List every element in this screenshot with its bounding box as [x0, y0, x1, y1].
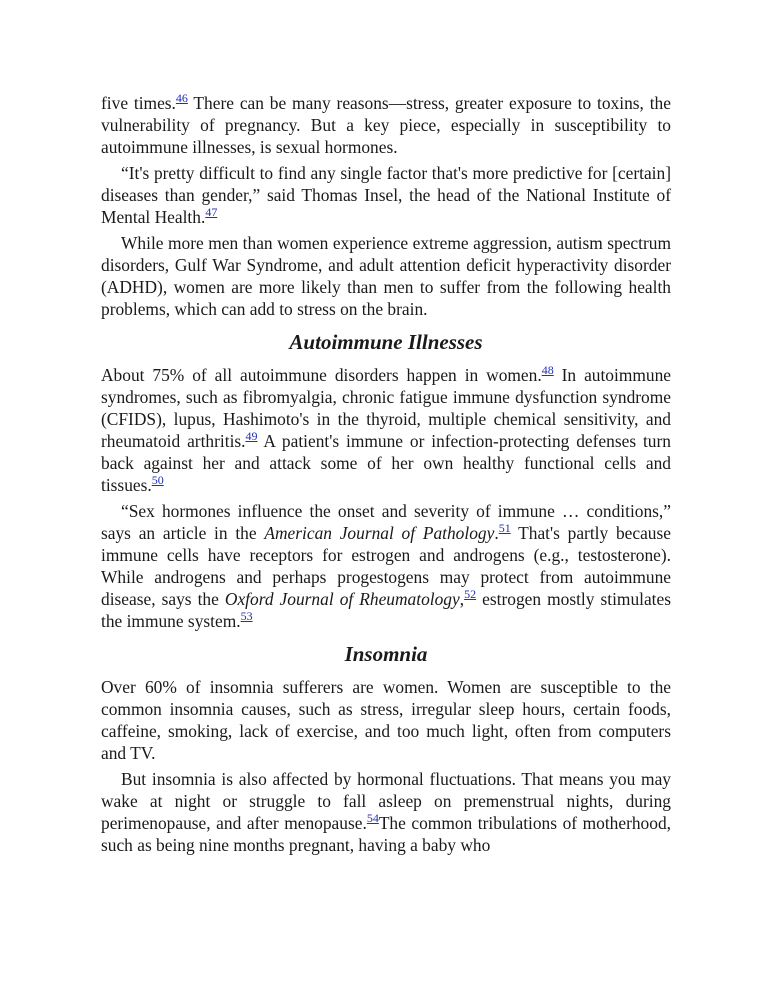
footnote-link-54[interactable]: 54 — [366, 811, 379, 825]
paragraph-insomnia-causes — [101, 676, 671, 764]
footnote-51 — [499, 521, 511, 535]
body-text — [101, 92, 671, 860]
text-span: There can be many reasons—stress, greater exposure to toxins, the vulnerability of pregnancy. But a key piece, especially in susceptibility to autoimmune illnesses, is sexual hormones. — [101, 93, 671, 157]
text-span: “Sex hormones influence the onset and severity of immune … conditions,” says an article in the — [101, 501, 671, 543]
footnote-48 — [542, 363, 554, 377]
paragraph-autoimmune — [101, 364, 671, 496]
paragraph-health-problems — [101, 232, 671, 320]
footnote-52 — [464, 587, 476, 601]
journal-title-rheumatology: Oxford Journal of Rheumatology — [224, 589, 460, 609]
footnote-50 — [152, 473, 164, 487]
text-span: . — [494, 523, 499, 543]
footnote-link-51[interactable]: 51 — [498, 521, 511, 535]
footnote-link-49[interactable]: 49 — [245, 429, 258, 443]
footnote-link-47[interactable]: 47 — [205, 205, 218, 219]
footnote-46 — [176, 91, 188, 105]
text-span: five times. — [101, 93, 176, 113]
paragraph-insel-quote — [101, 162, 671, 228]
footnote-link-53[interactable]: 53 — [240, 609, 253, 623]
text-span: , — [459, 589, 465, 609]
footnote-54 — [367, 811, 379, 825]
footnote-link-52[interactable]: 52 — [464, 587, 477, 601]
heading-autoimmune-illnesses: Autoimmune Illnesses — [289, 330, 483, 354]
footnote-link-48[interactable]: 48 — [541, 363, 554, 377]
text-span: In autoimmune syndromes, such as fibromyalgia, chronic fatigue immune dysfunction syndrome (CFIDS), lupus, Hashimoto's in the thyroid, multiple chemical sensitivity, and rheumatoid arthritis. — [101, 365, 671, 451]
heading-insomnia: Insomnia — [344, 642, 428, 666]
text-span: Over 60% of insomnia sufferers are women. Women are susceptible to the common insomnia causes, such as stress, irregular sleep hours, certain foods, caffeine, smoking, lack of exercise, and too much light, often from computers and TV. — [101, 677, 671, 763]
text-span: That's partly because immune cells have receptors for estrogen and androgens (e.g., testosterone). While androgens and perhaps progestogens may protect from autoimmune disease, says the — [101, 523, 671, 609]
paragraph-five-times — [101, 92, 671, 158]
paragraph-sex-hormones — [101, 500, 671, 632]
paragraph-hormonal-fluctuations — [101, 768, 671, 856]
text-span: While more men than women experience extreme aggression, autism spectrum disorders, Gulf War Syndrome, and adult attention deficit hyperactivity disorder (ADHD), women are more likely than men to suffer from the following health problems, which can add to stress on the brain. — [101, 233, 671, 319]
text-span: But insomnia is also affected by hormonal fluctuations. That means you may wake at night or struggle to fall asleep on premenstrual nights, during perimenopause, and after menopause. — [101, 769, 671, 833]
text-span: The common tribulations of motherhood, such as being nine months pregnant, having a baby who — [101, 813, 671, 855]
footnote-link-50[interactable]: 50 — [151, 473, 164, 487]
text-span: About 75% of all autoimmune disorders happen in women. — [101, 365, 542, 385]
text-span: estrogen mostly stimulates the immune system. — [101, 589, 672, 631]
footnote-53 — [241, 609, 253, 623]
text-span: “It's pretty difficult to find any single factor that's more predictive for [certain] diseases than gender,” said Thomas Insel, the head of the National Institute of Mental Health. — [101, 163, 671, 227]
journal-title-pathology: American Journal of Pathology — [264, 523, 495, 543]
footnote-link-46[interactable]: 46 — [175, 91, 188, 105]
footnote-49 — [246, 429, 258, 443]
footnote-47 — [205, 205, 217, 219]
text-span: A patient's immune or infection-protecting defenses turn back against her and attack some of her own healthy functional cells and tissues. — [101, 431, 671, 495]
